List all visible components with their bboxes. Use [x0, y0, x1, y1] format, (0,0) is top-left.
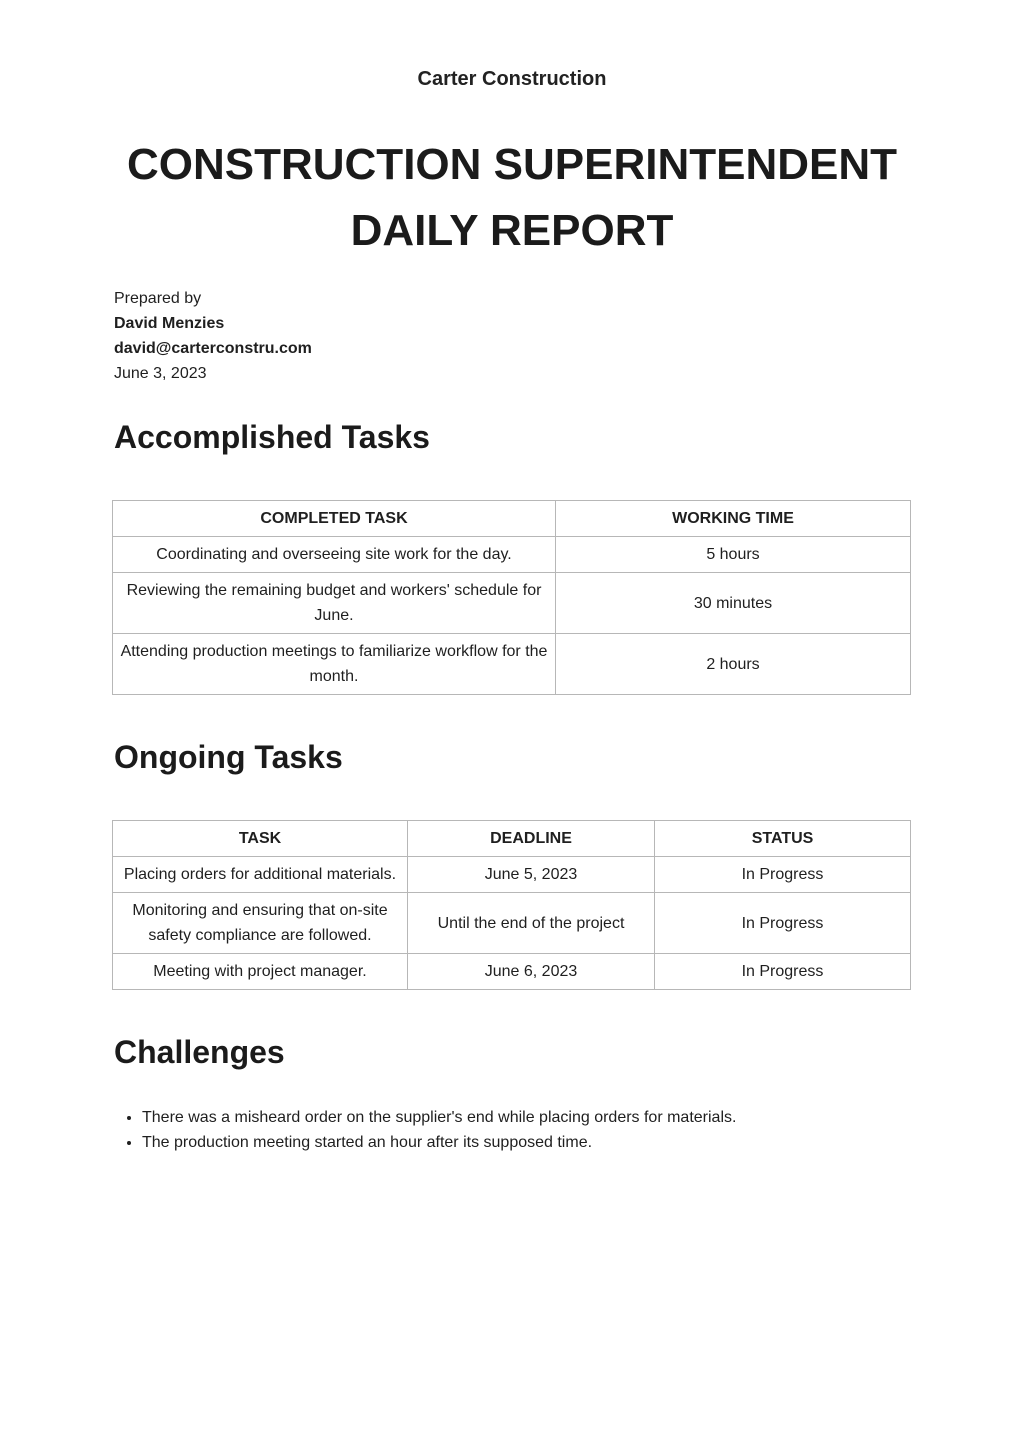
task-cell: Placing orders for additional materials.	[113, 857, 408, 893]
challenges-list	[114, 1105, 922, 1155]
table-header-row	[113, 501, 911, 537]
list-item: • There was a misheard order on the supplier's end while placing orders for materials.	[142, 1105, 922, 1130]
ongoing-tasks-table	[112, 820, 911, 990]
column-header: TASK	[113, 821, 408, 857]
status-cell: In Progress	[655, 954, 911, 990]
prepared-by-block	[114, 286, 312, 386]
table-row	[113, 634, 911, 695]
working-time-cell: 5 hours	[556, 537, 911, 573]
column-header: WORKING TIME	[556, 501, 911, 537]
table-row	[113, 954, 911, 990]
table-row	[113, 537, 911, 573]
task-cell: Reviewing the remaining budget and workers' schedule for June.	[113, 573, 556, 634]
preparer-name: David Menzies	[114, 315, 225, 332]
column-header: STATUS	[655, 821, 911, 857]
column-header: COMPLETED TASK	[113, 501, 556, 537]
task-cell: Attending production meetings to familiarize workflow for the month.	[113, 634, 556, 695]
accomplished-tasks-heading: Accomplished Tasks	[114, 419, 430, 455]
status-cell: In Progress	[655, 857, 911, 893]
deadline-cell: June 6, 2023	[408, 954, 655, 990]
deadline-cell: June 5, 2023	[408, 857, 655, 893]
report-title: CONSTRUCTION SUPERINTENDENT DAILY REPORT	[126, 140, 898, 255]
table-row	[113, 893, 911, 954]
list-item: • The production meeting started an hour after its supposed time.	[142, 1130, 922, 1155]
task-cell: Meeting with project manager.	[113, 954, 408, 990]
status-cell: In Progress	[655, 893, 911, 954]
working-time-cell: 30 minutes	[556, 573, 911, 634]
task-cell: Coordinating and overseeing site work for the day.	[113, 537, 556, 573]
company-name: Carter Construction	[417, 68, 607, 90]
accomplished-tasks-table	[112, 500, 911, 695]
table-header-row	[113, 821, 911, 857]
challenges-heading: Challenges	[114, 1034, 285, 1070]
report-date: June 3, 2023	[114, 365, 207, 382]
ongoing-tasks-heading: Ongoing Tasks	[114, 739, 343, 775]
column-header: DEADLINE	[408, 821, 655, 857]
deadline-cell: Until the end of the project	[408, 893, 655, 954]
working-time-cell: 2 hours	[556, 634, 911, 695]
preparer-email: david@carterconstru.com	[114, 340, 312, 357]
prepared-by-label: Prepared by	[114, 290, 202, 307]
table-row	[113, 573, 911, 634]
task-cell: Monitoring and ensuring that on-site safety compliance are followed.	[113, 893, 408, 954]
table-row	[113, 857, 911, 893]
